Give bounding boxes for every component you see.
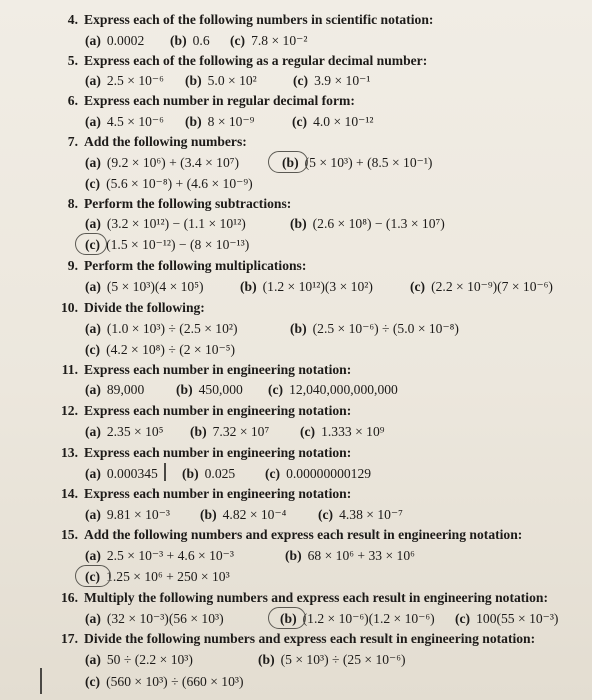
pen-tick-mark [164,463,166,481]
problem-text: Express each number in engineering notation: [84,486,352,501]
part-c: (c) 4.0 × 10⁻¹² [292,114,374,129]
part-a: (a) 0.0002 [85,33,145,48]
problem-text: Express each of the following numbers in scientific notation: [84,12,434,27]
problem-text: Express each number in engineering notation: [84,362,352,377]
part-b: (b) (5 × 10³) + (8.5 × 10⁻¹) [282,155,433,170]
problem-text: Divide the following: [84,300,205,315]
part-b: (b) (1.2 × 10⁻⁶)(1.2 × 10⁻⁶) [280,611,435,626]
part-a: (a) 9.81 × 10⁻³ [85,507,170,522]
part-a: (a) 89,000 [85,382,145,397]
part-c: (c) 1.25 × 10⁶ + 250 × 10³ [85,569,230,584]
part-b: (b) 8 × 10⁻⁹ [185,114,255,129]
part-a: (a) 0.000345 [85,466,158,481]
part-a: (a) (9.2 × 10⁶) + (3.4 × 10⁷) [85,155,240,170]
part-c: (c) 4.38 × 10⁻⁷ [318,507,403,522]
problem-number: 12. [61,403,78,418]
pen-circle-mark [268,151,308,173]
part-a: (a) (5 × 10³)(4 × 10⁵) [85,279,204,294]
problem-number: 11. [61,362,78,377]
part-a: (a) (3.2 × 10¹²) − (1.1 × 10¹²) [85,216,246,231]
part-b: (b) 450,000 [176,382,243,397]
pen-circle-mark [75,233,107,255]
part-c: (c) (4.2 × 10⁸) ÷ (2 × 10⁻⁵) [85,342,236,357]
part-c: (c) 12,040,000,000,000 [268,382,398,397]
problem-text: Express each number in engineering notation: [84,403,352,418]
part-b: (b) 0.025 [182,466,236,481]
part-b: (b) (2.6 × 10⁸) − (1.3 × 10⁷) [290,216,445,231]
problem-number: 9. [67,258,78,273]
part-b: (b) 5.0 × 10² [185,73,257,88]
problem-number: 15. [61,527,78,542]
problem-number: 8. [67,196,78,211]
problem-number: 5. [67,53,78,68]
problem-number: 13. [61,445,78,460]
problem-text: Multiply the following numbers and express each result in engineering notation: [84,590,548,605]
pen-margin-mark [40,668,42,694]
part-b: (b) 68 × 10⁶ + 33 × 10⁶ [285,548,415,563]
problem-number: 10. [61,300,78,315]
part-a: (a) 2.35 × 10⁵ [85,424,164,439]
part-b: (b) (2.5 × 10⁻⁶) ÷ (5.0 × 10⁻⁸) [290,321,459,336]
pen-circle-mark [75,565,111,587]
part-c: (c) 0.00000000129 [265,466,372,481]
part-a: (a) 50 ÷ (2.2 × 10³) [85,652,193,667]
problem-number: 4. [67,12,78,27]
problem-text: Perform the following subtractions: [84,196,292,211]
problem-number: 17. [61,631,78,646]
part-a: (a) 2.5 × 10⁻³ + 4.6 × 10⁻³ [85,548,234,563]
part-c: (c) 7.8 × 10⁻² [230,33,308,48]
pen-circle-mark [268,607,306,629]
part-c: (c) (5.6 × 10⁻⁸) + (4.6 × 10⁻⁹) [85,176,253,191]
problem-text: Express each number in engineering notation: [84,445,352,460]
problem-text: Add the following numbers: [84,134,247,149]
problem-text: Express each of the following as a regular decimal number: [84,53,428,68]
part-a: (a) (32 × 10⁻³)(56 × 10³) [85,611,224,626]
part-b: (b) 0.6 [170,33,210,48]
problem-number: 6. [67,93,78,108]
problem-text: Add the following numbers and express each result in engineering notation: [84,527,523,542]
problem-number: 14. [61,486,78,501]
part-b: (b) (5 × 10³) ÷ (25 × 10⁻⁶) [258,652,406,667]
part-b: (b) 4.82 × 10⁻⁴ [200,507,287,522]
problem-number: 16. [61,590,78,605]
problem-text: Perform the following multiplications: [84,258,307,273]
part-a: (a) 4.5 × 10⁻⁶ [85,114,164,129]
part-c: (c) 1.333 × 10⁹ [300,424,385,439]
part-b: (b) (1.2 × 10¹²)(3 × 10²) [240,279,373,294]
part-c: (c) (2.2 × 10⁻⁹)(7 × 10⁻⁶) [410,279,553,294]
part-c: (c) (560 × 10³) ÷ (660 × 10³) [85,674,244,689]
part-c: (c) 3.9 × 10⁻¹ [293,73,371,88]
problem-number: 7. [67,134,78,149]
problem-text: Express each number in regular decimal form: [84,93,355,108]
part-a: (a) 2.5 × 10⁻⁶ [85,73,164,88]
part-b: (b) 7.32 × 10⁷ [190,424,270,439]
problem-text: Divide the following numbers and express each result in engineering notation: [84,631,536,646]
part-c: (c) (1.5 × 10⁻¹²) − (8 × 10⁻¹³) [85,237,250,252]
part-a: (a) (1.0 × 10³) ÷ (2.5 × 10²) [85,321,238,336]
part-c: (c) 100(55 × 10⁻³) [455,611,559,626]
